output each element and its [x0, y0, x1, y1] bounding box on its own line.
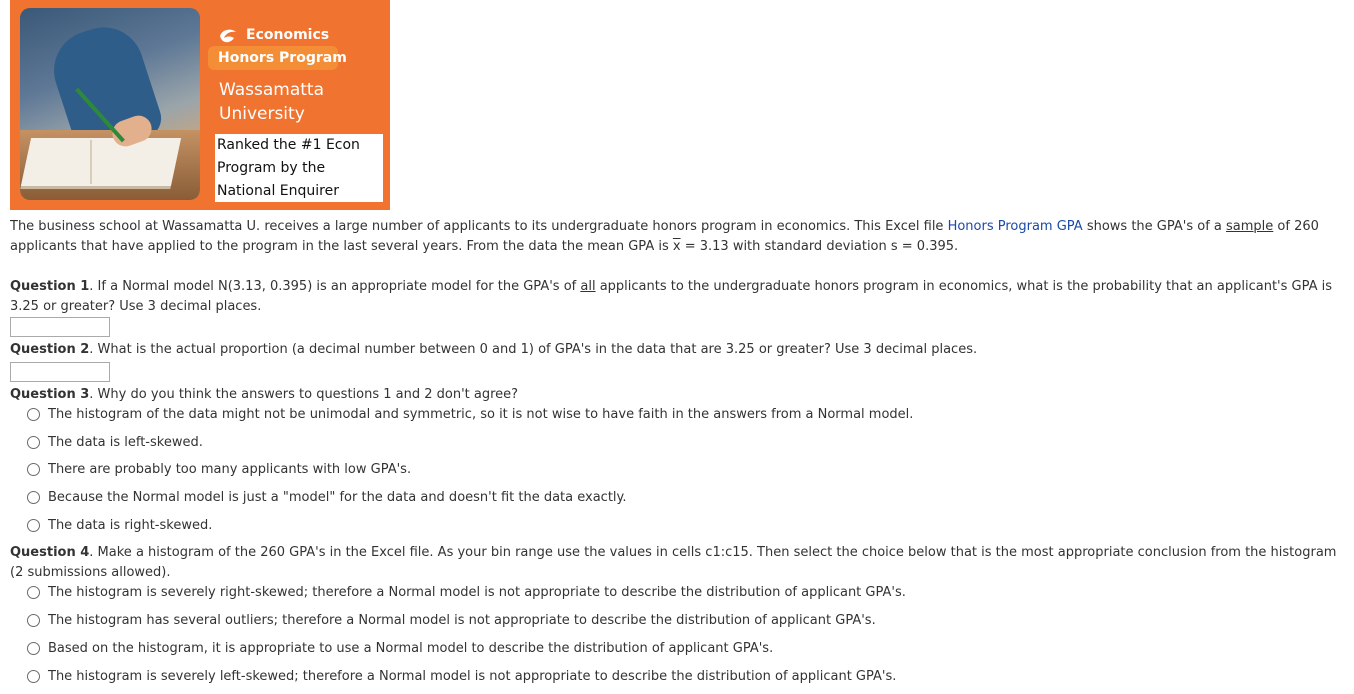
- intro-paragraph: The business school at Wassamatta U. receives a large number of applicants to its undergraduate honors program in economics. This Excel file Honors Program GPA shows the GPA's of a sample of 260 applicants that have applied to the program in the last several years. From the data the mean GPA is $\overline{x} = 3.13$ with standard deviation s = 0.395.: [10, 217, 1344, 257]
- radio-button[interactable]: [27, 642, 40, 655]
- question-content: [10, 217, 1344, 694]
- question-3: Question 3. Why do you think the answers to questions 1 and 2 don't agree? The histogram of the data might not be unimodal and symmetric, so it is not wise to have faith in the answers from a Normal model. The data is left-skewed. There are probably too many applicants with low GPA's. Because the Normal model is just a "model" for the data and doesn't fit the data exactly. The data is right-skewed.: [10, 385, 1344, 543]
- question-3-option[interactable]: There are probably too many applicants with low GPA's.: [10, 460, 1344, 488]
- question-1-label: Question 1: [10, 279, 89, 294]
- radio-button[interactable]: [27, 491, 40, 504]
- radio-button[interactable]: [27, 519, 40, 532]
- radio-button[interactable]: [27, 670, 40, 683]
- radio-button[interactable]: [27, 463, 40, 476]
- question-4: Question 4. Make a histogram of the 260 GPA's in the Excel file. As your bin range use the values in cells c1:c15. Then select the choice below that is the most appropriate conclusion from the histogram (2 submissions allowed). The histogram is severely right-skewed; therefore a Normal model is not appropriate to describe the distribution of applicant GPA's. The histogram has several outliers; therefore a Normal model is not appropriate to describe the distribution of applicant GPA's. Based on the histogram, it is appropriate to use a Normal model to describe the distribution of applicant GPA's. The histogram is severely left-skewed; therefore a Normal model is not appropriate to describe the distribution of applicant GPA's.: [10, 543, 1344, 694]
- question-2-answer-input[interactable]: [10, 362, 110, 382]
- question-3-option[interactable]: Because the Normal model is just a "model" for the data and doesn't fit the data exactly.: [10, 488, 1344, 516]
- question-4-option[interactable]: The histogram is severely left-skewed; therefore a Normal model is not appropriate to describe the distribution of applicant GPA's.: [10, 667, 1344, 694]
- question-3-label: Question 3: [10, 387, 89, 402]
- program-name-line1: Economics: [246, 27, 329, 43]
- question-4-option[interactable]: The histogram is severely right-skewed; therefore a Normal model is not appropriate to describe the distribution of applicant GPA's.: [10, 583, 1344, 611]
- program-banner: [10, 0, 390, 210]
- radio-button[interactable]: [27, 408, 40, 421]
- question-4-label: Question 4: [10, 545, 89, 560]
- program-name-line2: Honors Program: [218, 47, 347, 70]
- question-2: Question 2. What is the actual proportion (a decimal number between 0 and 1) of GPA's in the data that are 3.25 or greater? Use 3 decimal places.: [10, 340, 1344, 382]
- question-1: Question 1. If a Normal model N(3.13, 0.395) is an appropriate model for the GPA's of all applicants to the undergraduate honors program in economics, what is the probability that an applicant's GPA is 3.25 or greater? Use 3 decimal places.: [10, 277, 1344, 337]
- radio-button[interactable]: [27, 436, 40, 449]
- ranking-note: Ranked the #1 Econ Program by the National Enquirer: [215, 134, 383, 202]
- question-2-label: Question 2: [10, 342, 89, 357]
- honors-gpa-file-link[interactable]: Honors Program GPA: [948, 219, 1083, 234]
- question-4-option[interactable]: The histogram has several outliers; therefore a Normal model is not appropriate to describe the distribution of applicant GPA's.: [10, 611, 1344, 639]
- question-3-option[interactable]: The histogram of the data might not be unimodal and symmetric, so it is not wise to have faith in the answers from a Normal model.: [10, 405, 1344, 433]
- radio-button[interactable]: [27, 586, 40, 599]
- question-4-options: [10, 583, 1344, 694]
- question-1-answer-input[interactable]: [10, 317, 110, 337]
- all-underlined: all: [580, 279, 595, 294]
- question-3-option[interactable]: The data is right-skewed.: [10, 516, 1344, 544]
- radio-button[interactable]: [27, 614, 40, 627]
- program-logo: [218, 24, 347, 70]
- xbar-symbol: $\overline{x}$: [673, 239, 681, 254]
- student-writing-photo: [20, 8, 200, 200]
- question-3-options: [10, 405, 1344, 543]
- university-name: Wassamatta University: [219, 78, 324, 126]
- sample-underlined: sample: [1226, 219, 1273, 234]
- swoosh-logo-icon: [218, 26, 238, 46]
- question-3-option[interactable]: The data is left-skewed.: [10, 433, 1344, 461]
- question-4-option[interactable]: Based on the histogram, it is appropriate to use a Normal model to describe the distribution of applicant GPA's.: [10, 639, 1344, 667]
